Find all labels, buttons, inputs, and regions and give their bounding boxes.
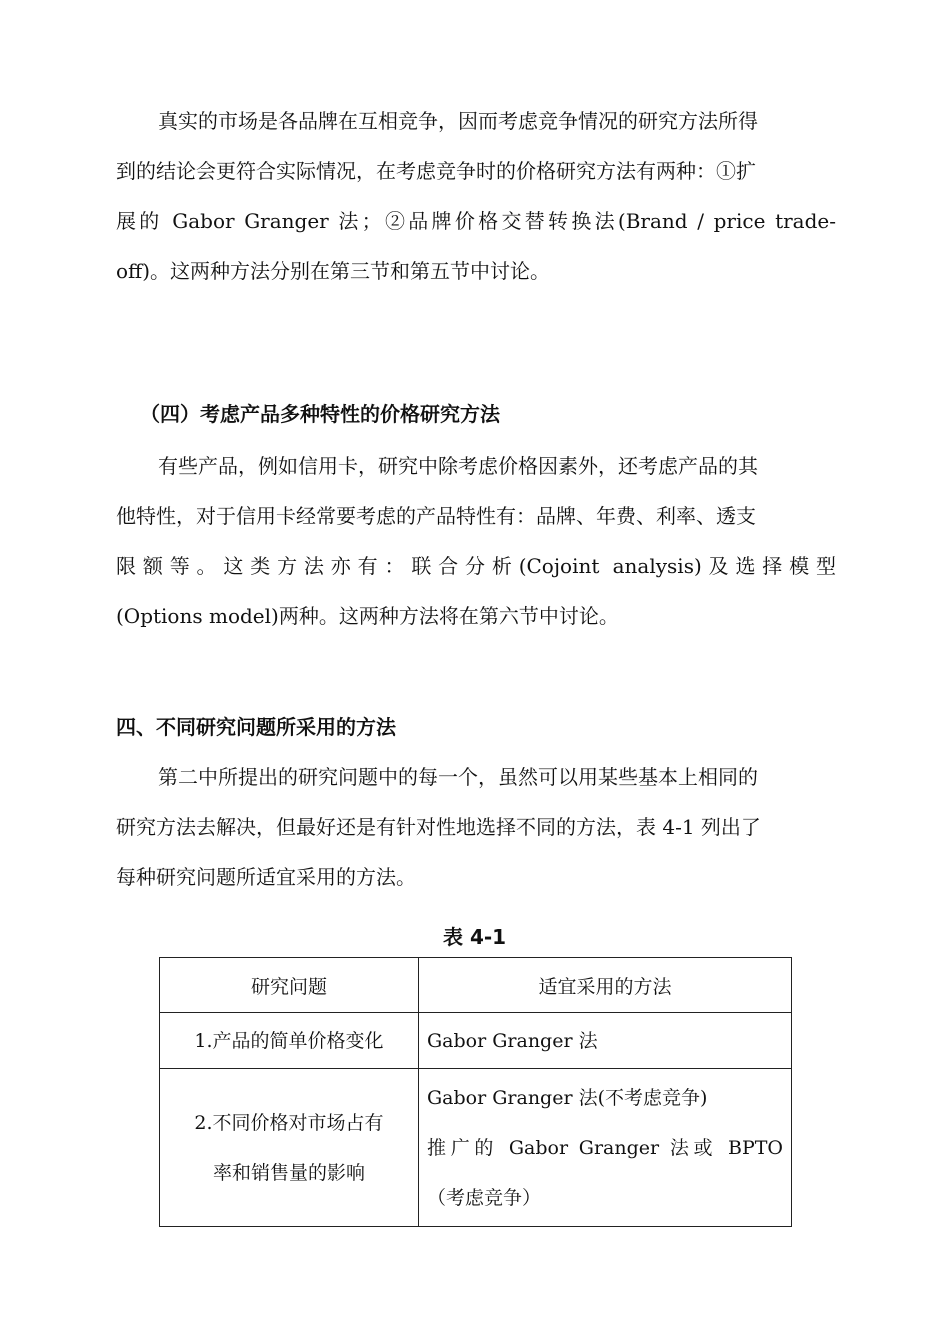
section-heading: 四、不同研究问题所采用的方法 bbox=[116, 715, 396, 739]
paragraph-line: 限额等。这类方法亦有：联合分析(Cojoint analysis)及选择模型 bbox=[116, 554, 836, 578]
paragraph-line: 研究方法去解决，但最好还是有针对性地选择不同的方法，表 4-1 列出了 bbox=[116, 815, 761, 839]
paragraph-competition-methods bbox=[116, 96, 836, 296]
table-cell-method bbox=[419, 1069, 792, 1227]
paragraph-multi-attribute bbox=[116, 441, 836, 641]
table-row bbox=[160, 1069, 792, 1227]
table-cell-method bbox=[419, 1013, 792, 1069]
table-caption: 表 4-1 bbox=[443, 925, 507, 949]
paragraph-table-intro bbox=[116, 752, 836, 902]
cell-text: Gabor Granger 法(不考虑竞争) bbox=[427, 1086, 708, 1109]
table-header-cell: 适宜采用的方法 bbox=[419, 958, 792, 1013]
cell-text: 推广的 Gabor Granger 法或 BPTO bbox=[427, 1136, 783, 1159]
cell-text: （考虑竞争） bbox=[427, 1186, 542, 1209]
paragraph-line: 第二中所提出的研究问题中的每一个，虽然可以用某些基本上相同的 bbox=[158, 765, 758, 789]
paragraph-line: 每种研究问题所适宜采用的方法。 bbox=[116, 865, 416, 889]
cell-text: 率和销售量的影响 bbox=[212, 1161, 365, 1184]
paragraph-line: off)。这两种方法分别在第三节和第五节中讨论。 bbox=[116, 259, 551, 283]
paragraph-line: 到的结论会更符合实际情况，在考虑竞争时的价格研究方法有两种：①扩 bbox=[116, 159, 756, 183]
table-header-row bbox=[160, 958, 792, 1013]
cell-text: 1.产品的简单价格变化 bbox=[194, 1029, 384, 1052]
table-row bbox=[160, 1013, 792, 1069]
paragraph-line: 有些产品，例如信用卡，研究中除考虑价格因素外，还考虑产品的其 bbox=[158, 454, 758, 478]
table-cell-question bbox=[160, 1069, 419, 1227]
paragraph-line: 展的 Gabor Granger 法；②品牌价格交替转换法(Brand / price trade- bbox=[116, 209, 836, 233]
paragraph-line: (Options model)两种。这两种方法将在第六节中讨论。 bbox=[116, 604, 619, 628]
table-header-cell: 研究问题 bbox=[160, 958, 419, 1013]
cell-text: Gabor Granger 法 bbox=[427, 1029, 598, 1052]
subsection-heading: （四）考虑产品多种特性的价格研究方法 bbox=[140, 402, 500, 426]
paragraph-line: 真实的市场是各品牌在互相竞争，因而考虑竞争情况的研究方法所得 bbox=[158, 109, 758, 133]
methods-table bbox=[159, 957, 792, 1227]
cell-text: 2.不同价格对市场占有 bbox=[194, 1111, 384, 1134]
paragraph-line: 他特性，对于信用卡经常要考虑的产品特性有：品牌、年费、利率、透支 bbox=[116, 504, 756, 528]
table-cell-question bbox=[160, 1013, 419, 1069]
